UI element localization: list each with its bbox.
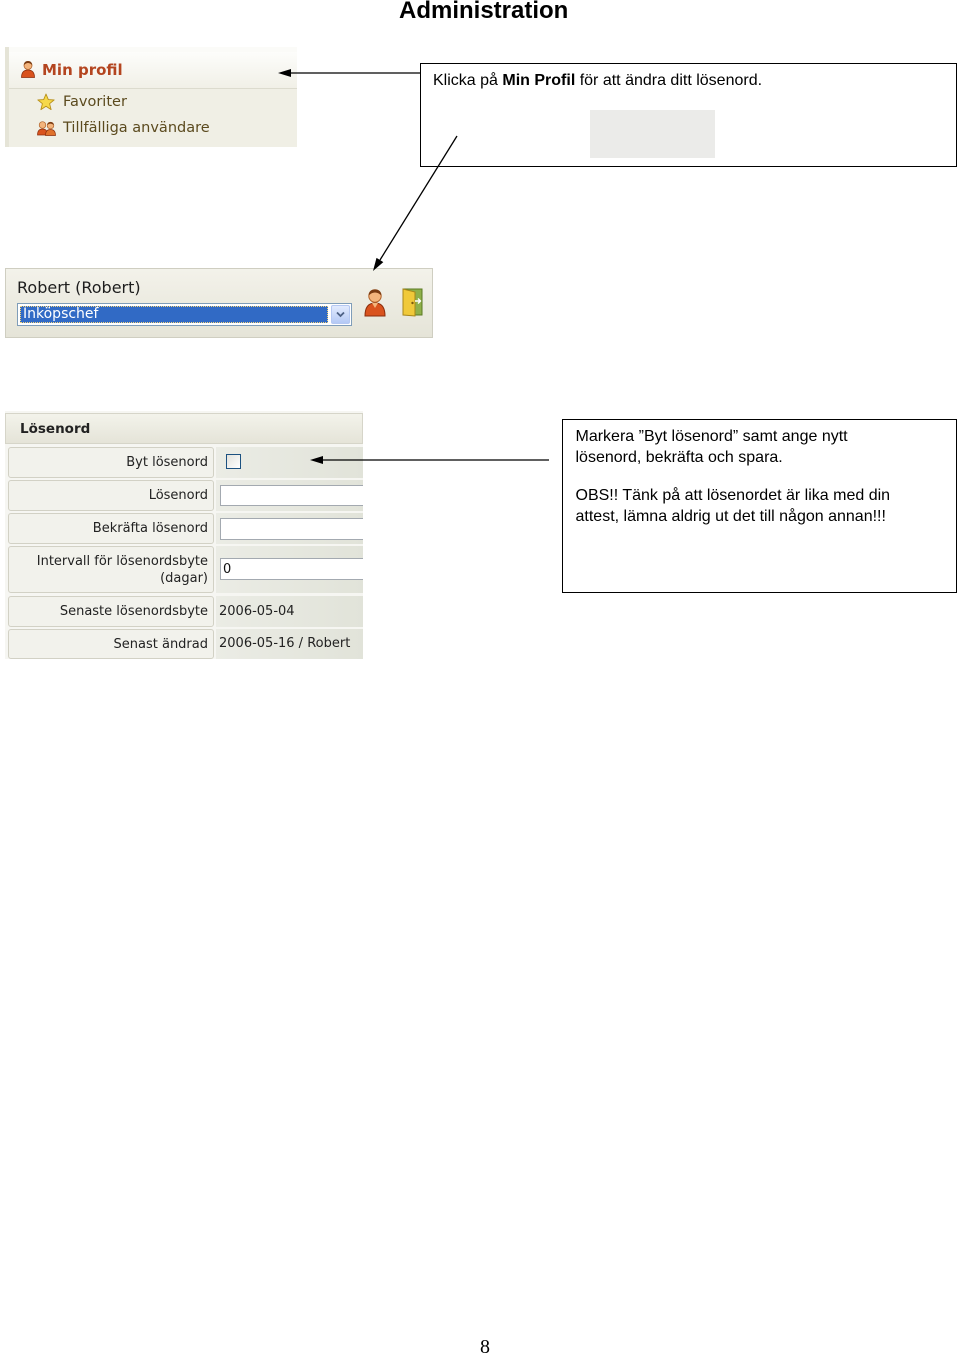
- users-icon: [37, 120, 56, 140]
- callout-text-prefix: Klicka på: [433, 72, 503, 89]
- dropdown-button[interactable]: [331, 305, 350, 324]
- form-row-byt-losenord: [5, 447, 363, 478]
- form-heading-bar: [5, 413, 363, 444]
- field-label: Lösenord: [8, 480, 214, 511]
- callout-text-suffix: för att ändra ditt lösenord.: [575, 72, 763, 89]
- field-label: Senast ändrad: [8, 629, 214, 659]
- menu-item-min-profil[interactable]: [5, 53, 297, 87]
- user-icon: [20, 60, 36, 82]
- callout-instruction: [576, 427, 848, 468]
- menu-item-favoriter[interactable]: [5, 89, 297, 115]
- callout-min-profil: [420, 63, 957, 167]
- navigation-menu-screenshot: [5, 47, 297, 147]
- menu-item-label: Tillfälliga användare: [63, 120, 210, 136]
- field-label-line: (dagar): [160, 570, 208, 586]
- field-label: [8, 546, 214, 593]
- profile-bar-screenshot: [5, 268, 433, 338]
- page-title: Administration: [399, 0, 569, 24]
- callout-text-bold: Min Profil: [502, 72, 576, 89]
- password-input[interactable]: [220, 485, 363, 506]
- callout-line: Markera ”Byt lösenord” samt ange nytt: [575, 428, 848, 445]
- confirm-password-input[interactable]: [220, 518, 363, 540]
- callout-text: [433, 71, 762, 90]
- star-icon: [37, 93, 55, 115]
- role-select-value: Inköpschef: [20, 306, 328, 323]
- callout-byt-losenord: [562, 419, 957, 593]
- form-row-bekrafta-losenord: [5, 513, 363, 544]
- field-label-line: Intervall för lösenordsbyte: [36, 553, 208, 569]
- change-password-checkbox[interactable]: [226, 454, 241, 469]
- page-number: 8: [480, 1336, 490, 1358]
- form-row-losenord: [5, 480, 363, 511]
- field-value-cell: [216, 480, 363, 511]
- field-value-cell: [216, 629, 363, 659]
- callout-line: OBS!! Tänk på att lösenordet är lika med din: [575, 487, 891, 504]
- form-heading: Lösenord: [20, 421, 91, 437]
- callout-line: lösenord, bekräfta och spara.: [575, 448, 783, 466]
- user-name: Robert (Robert): [17, 278, 141, 297]
- form-row-intervall: [5, 546, 363, 593]
- role-select[interactable]: [17, 303, 352, 326]
- field-value-cell: [216, 447, 363, 478]
- field-value-cell: [216, 513, 363, 544]
- password-interval-input[interactable]: [220, 558, 363, 580]
- logout-door-icon[interactable]: [400, 287, 424, 317]
- menu-item-label: Min profil: [42, 61, 123, 79]
- field-label: Senaste lösenordsbyte: [8, 596, 214, 627]
- chevron-down-icon: [336, 311, 345, 318]
- field-value-cell: [216, 546, 363, 593]
- field-label: Byt lösenord: [8, 447, 214, 478]
- last-password-change-value: 2006-05-04: [219, 604, 295, 619]
- field-value-cell: [216, 596, 363, 627]
- profile-icon[interactable]: [363, 287, 387, 317]
- menu-item-tillfalliga-anvandare[interactable]: [5, 115, 297, 141]
- arrow-to-min-profil: [278, 69, 420, 77]
- last-modified-value: 2006-05-16 / Robert: [219, 636, 351, 651]
- callout-line: attest, lämna aldrig ut det till någon annan!!!: [575, 507, 886, 525]
- menu-item-label: Favoriter: [63, 94, 127, 110]
- callout-warning: [576, 486, 891, 527]
- password-form-screenshot: [5, 411, 363, 659]
- field-label: Bekräfta lösenord: [8, 513, 214, 544]
- blank-image-placeholder: [590, 110, 715, 158]
- form-row-senast-andrad: [5, 629, 363, 659]
- form-row-senaste-losenordsbyte: [5, 596, 363, 627]
